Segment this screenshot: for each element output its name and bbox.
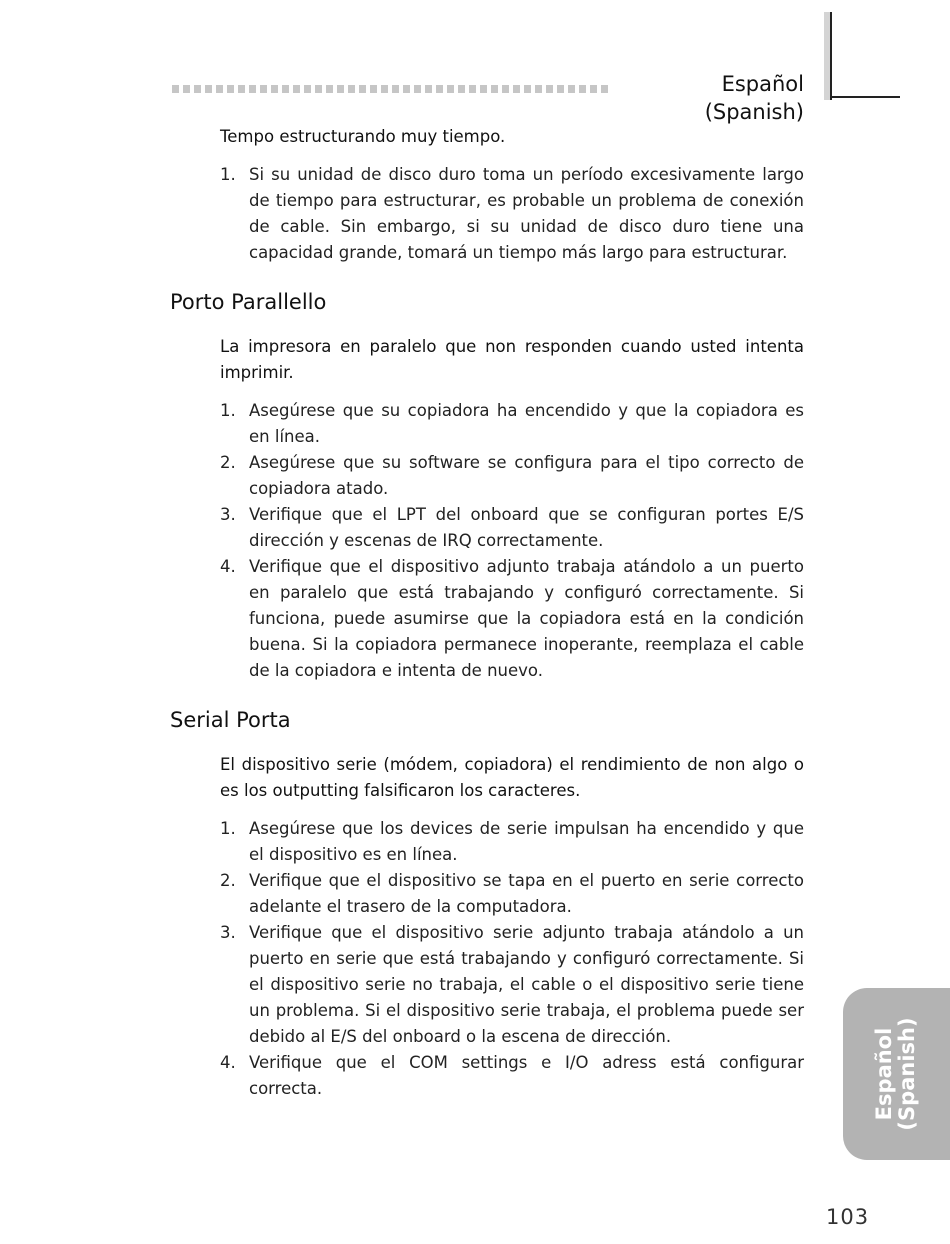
list-item [220, 162, 804, 266]
section-problem-parallel: La impresora en paralelo que non responden cuando usted intenta imprimir. [220, 337, 804, 382]
list-item-text: Asegúrese que su copiadora ha encendido y que la copiadora es en línea. [249, 401, 804, 446]
list-item-text: Verifique que el COM settings e I/O adress está configurar correcta. [249, 1053, 804, 1098]
list-item-number: 2. [220, 453, 236, 472]
corner-mark-horizontal [830, 96, 900, 98]
list-item-text: Verifique que el dispositivo serie adjunto trabaja atándolo a un puerto en serie que está trabajando y configuró correctamente. Si el dispositivo serie no trabaja, el cable o el dispositivo serie tiene un problema. Si el dispositivo serie trabaja, el problema puede ser debido al E/S del onboard o la escena de dirección. [249, 923, 804, 1046]
list-item [220, 1050, 804, 1102]
corner-mark-vertical [824, 12, 832, 100]
list-item-text: Verifique que el LPT del onboard que se configuran portes E/S dirección y escenas de IRQ correctamente. [249, 505, 804, 550]
list-item-text: Asegúrese que su software se configura para el tipo correcto de copiadora atado. [249, 453, 804, 498]
list-item [220, 816, 804, 868]
list-item-number: 4. [220, 1053, 236, 1072]
list-item [220, 398, 804, 450]
list-item [220, 502, 804, 554]
list-item [220, 868, 804, 920]
list-item-text: Asegúrese que los devices de serie impulsan ha encendido y que el dispositivo es en línea. [249, 819, 804, 864]
list-item [220, 450, 804, 502]
page-content [170, 120, 810, 1102]
list-item-text: Si su unidad de disco duro toma un período excesivamente largo de tiempo para estructurar, es probable un problema de conexión de cable. Sin embargo, si su unidad de disco duro tiene una capacidad grande, tomará un tiempo más largo para estructurar. [249, 165, 804, 262]
intro-problem: Tempo estructurando muy tiempo. [220, 127, 506, 146]
side-tab-line-2: (Spanish) [895, 1017, 919, 1131]
section-heading-parallel: Porto Parallello [170, 290, 327, 314]
list-item-text: Verifique que el dispositivo se tapa en el puerto en serie correcto adelante el trasero de la computadora. [249, 871, 804, 916]
list-item-number: 4. [220, 557, 236, 576]
list-item-text: Verifique que el dispositivo adjunto trabaja atándolo a un puerto en paralelo que está trabajando y configuró correctamente. Si funciona, puede asumirse que la copiadora está en la condición buena. Si la copiadora permanece inoperante, reemplaza el cable de la copiadora e intenta de nuevo. [249, 557, 804, 680]
list-item [220, 554, 804, 684]
side-tab-line-1: Español [872, 1027, 896, 1121]
header-title: Español (Spanish) [704, 72, 804, 124]
header-dotted-rule [172, 85, 610, 93]
section-problem-serial: El dispositivo serie (módem, copiadora) el rendimiento de non algo o es los outputting falsificaron los caracteres. [220, 755, 804, 800]
list-item-number: 3. [220, 505, 236, 524]
list-item-number: 1. [220, 165, 236, 184]
language-side-tab-label [873, 984, 919, 1164]
serial-list [220, 816, 804, 1102]
list-item-number: 1. [220, 819, 236, 838]
list-item-number: 1. [220, 401, 236, 420]
list-item-number: 3. [220, 923, 236, 942]
list-item [220, 920, 804, 1050]
intro-list [220, 162, 804, 266]
parallel-list [220, 398, 804, 684]
page-number: 103 [826, 1205, 870, 1229]
list-item-number: 2. [220, 871, 236, 890]
section-heading-serial: Serial Porta [170, 708, 291, 732]
